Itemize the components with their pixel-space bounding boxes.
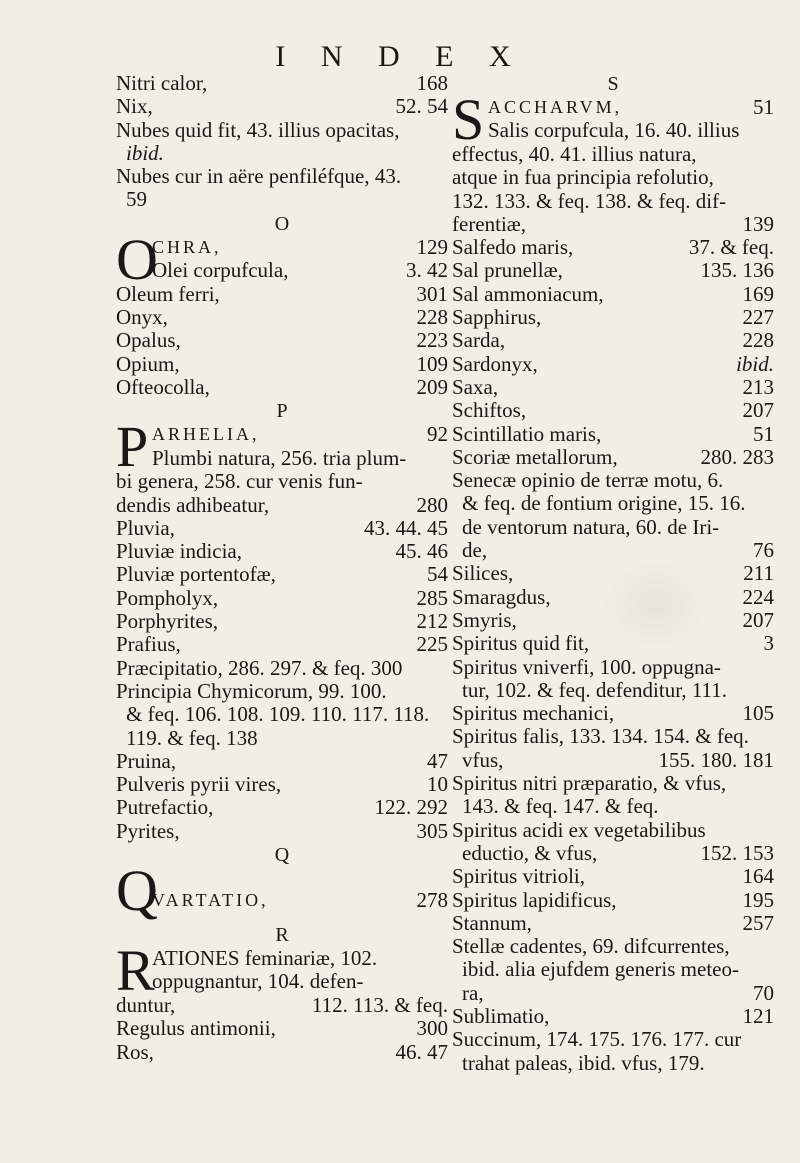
entry-term: CHRA, <box>152 236 222 257</box>
entry-ref <box>768 1052 774 1075</box>
entry-ref <box>442 165 448 188</box>
entry-term: Regulus antimonii, <box>116 1017 276 1041</box>
entry-ref <box>768 516 774 539</box>
index-entry <box>452 958 774 981</box>
index-entry <box>116 563 448 586</box>
index-entry <box>452 376 774 399</box>
dropcap-q: Q <box>116 858 158 924</box>
entry-term: Opalus, <box>116 329 181 353</box>
entry-term: Sal prunellæ, <box>452 259 563 283</box>
r-entries <box>116 1017 448 1064</box>
entry-ref: 129 <box>416 234 448 259</box>
index-entry <box>452 492 774 515</box>
entry-term: Onyx, <box>116 306 168 330</box>
entry-term: 143. & feq. 147. & feq. <box>462 795 659 819</box>
index-entry <box>452 795 774 818</box>
entry-ref: 223 <box>416 328 448 353</box>
entry-ref <box>768 492 774 515</box>
entry-term: ACCHARVM, <box>488 97 623 117</box>
entry-term: VARTATIO, <box>152 890 269 911</box>
entry-ref <box>442 680 448 703</box>
entry-ref: 301 <box>416 281 448 306</box>
entry-term: Pyrites, <box>116 819 180 843</box>
index-entry <box>116 376 448 399</box>
entry-term: Saxa, <box>452 375 499 399</box>
entry-line: oppugnantur, 104. defen- <box>152 970 364 994</box>
entry-ref <box>442 142 448 165</box>
q-first-entry <box>116 858 448 924</box>
entry-term: Sublimatio, <box>452 1004 550 1028</box>
entry-term: Ofteocolla, <box>116 375 210 399</box>
entry-ref <box>768 1028 774 1051</box>
index-entry <box>116 727 448 750</box>
entry-ref <box>768 819 774 842</box>
entry-term: Prafius, <box>116 633 181 657</box>
index-entry <box>452 283 774 306</box>
entry-term: Pluviæ portentofæ, <box>116 563 276 587</box>
entry-ref: 43. 44. 45 <box>364 515 448 540</box>
index-entry <box>452 329 774 352</box>
index-entry <box>452 679 774 702</box>
index-entry <box>116 657 448 680</box>
entry-term: Pluvia, <box>116 516 175 540</box>
entry-term: Silices, <box>452 562 514 586</box>
entry-term: Nix, <box>116 95 153 119</box>
index-entry <box>116 633 448 656</box>
entry-term: de, <box>462 539 488 563</box>
entry-ref: 195 <box>742 887 774 912</box>
entry-term: & feq. de fontium origine, 15. 16. <box>462 492 746 516</box>
entry-ref <box>768 656 774 679</box>
index-entry <box>452 772 774 795</box>
index-entry <box>116 796 448 819</box>
entry-ref: 52. 54 <box>395 94 448 119</box>
index-entry <box>116 119 448 142</box>
index-entry <box>116 142 448 165</box>
entry-ref <box>768 679 774 702</box>
index-entry <box>116 165 448 188</box>
entry-ref: 227 <box>742 305 774 330</box>
entry-ref: 207 <box>742 607 774 632</box>
entry-ref <box>768 469 774 492</box>
entry-term: Sarda, <box>452 329 506 353</box>
entry-term: Sapphirus, <box>452 306 542 330</box>
s-entries <box>452 236 774 1075</box>
index-entry <box>116 517 448 540</box>
o-first-entry <box>116 226 448 292</box>
entry-ref: 51 <box>753 421 774 446</box>
entry-term: de ventorum natura, 60. de Iri- <box>462 515 720 539</box>
dropcap-s: S <box>452 87 485 152</box>
entry-ref: 225 <box>416 632 448 657</box>
entry-ref: 300 <box>416 1016 448 1041</box>
index-entry <box>452 865 774 888</box>
index-entry <box>452 586 774 609</box>
entry-ref: 280 <box>416 492 448 517</box>
entry-term: Succinum, 174. 175. 176. 177. cur <box>452 1028 742 1052</box>
entry-ref <box>768 795 774 818</box>
entry-term: Sal ammoniacum, <box>452 282 604 306</box>
entry-term: duntur, <box>116 994 176 1018</box>
entry-term: Putrefactio, <box>116 796 214 820</box>
index-entry <box>452 1005 774 1028</box>
index-entry <box>452 516 774 539</box>
o-entries <box>116 283 448 399</box>
index-entry <box>116 587 448 610</box>
index-entry <box>452 889 774 912</box>
entry-ref: 70 <box>753 980 774 1005</box>
entry-ref: 212 <box>416 609 448 634</box>
entry-term: Salfedo maris, <box>452 236 574 260</box>
entry-ref: 3 <box>763 631 774 656</box>
entry-ref: 278 <box>416 888 448 913</box>
entry-ref: 121 <box>742 1003 774 1028</box>
entry-term: Porphyrites, <box>116 610 219 634</box>
index-entry <box>452 306 774 329</box>
entry-ref: 112. 113. & feq. <box>311 993 448 1018</box>
entry-term: & feq. 106. 108. 109. 110. 117. 118. <box>126 703 430 727</box>
entry-line: bi genera, 258. cur venis fun- <box>116 470 363 494</box>
entry-ref: 280. 283 <box>700 444 774 469</box>
entry-term: tur, 102. & feq. defenditur, 111. <box>462 678 728 702</box>
entry-term: Spiritus vniverfi, 100. oppugna- <box>452 655 721 679</box>
index-entry <box>116 283 448 306</box>
entry-ref: 37. & feq. <box>688 235 774 260</box>
entry-ref: 45. 46 <box>395 539 448 564</box>
entry-ref: 305 <box>416 818 448 843</box>
entry-ref: 3. 42 <box>406 258 448 283</box>
index-entry <box>452 1052 774 1075</box>
entry-ref: 10 <box>427 772 448 797</box>
entry-line: atque in fua principia refolutio, <box>452 166 714 190</box>
entry-term: Principia Chymicorum, 99. 100. <box>116 679 387 703</box>
entry-ref: 135. 136 <box>700 258 774 283</box>
entry-ref: 213 <box>742 374 774 399</box>
entry-term: Oleum ferri, <box>116 282 220 306</box>
entry-term: Spiritus lapidificus, <box>452 888 617 912</box>
index-entry <box>452 702 774 725</box>
index-entry <box>116 353 448 376</box>
entry-term: ra, <box>462 981 484 1005</box>
entry-ref: 155. 180. 181 <box>658 747 774 772</box>
index-entry <box>452 399 774 422</box>
dropcap-o: O <box>116 226 158 292</box>
entry-line: effectus, 40. 41. illius natura, <box>452 143 697 166</box>
index-entry <box>116 95 448 118</box>
entry-term: Smaragdus, <box>452 585 551 609</box>
entry-line: 132. 133. & feq. 138. & feq. dif- <box>452 189 727 213</box>
index-entry <box>452 236 774 259</box>
index-entry <box>452 562 774 585</box>
section-letter-s: S <box>607 73 619 95</box>
index-entry <box>452 632 774 655</box>
index-entry <box>452 609 774 632</box>
entry-term: Stannum, <box>452 911 532 935</box>
entry-term: Olei corpufcula, <box>152 259 289 283</box>
entry-ref: 168 <box>416 71 448 95</box>
entry-ref <box>768 958 774 981</box>
entry-term: 119. & feq. 138 <box>126 726 258 750</box>
index-entry <box>116 1041 448 1064</box>
entry-term: Opium, <box>116 352 180 376</box>
entry-ref: 228 <box>742 328 774 353</box>
entry-ref: 164 <box>742 864 774 889</box>
entry-term: trahat paleas, ibid. vfus, 179. <box>462 1051 705 1075</box>
entry-term: Stellæ cadentes, 69. difcurrentes, <box>452 935 730 959</box>
entry-ref <box>442 188 448 211</box>
index-entry <box>452 1028 774 1051</box>
entry-ref: 92 <box>427 422 448 447</box>
index-entry <box>452 446 774 469</box>
entry-term: vfus, <box>462 748 504 772</box>
entry-term: Nubes quid fit, 43. illius opacitas, <box>116 118 400 142</box>
entry-term: Pluviæ indicia, <box>116 540 242 564</box>
entry-ref: 169 <box>742 281 774 306</box>
entry-term: Smyris, <box>452 608 517 632</box>
index-entry <box>116 540 448 563</box>
entry-ref <box>442 657 448 680</box>
entry-ref: 139 <box>742 211 774 236</box>
entry-ref: 76 <box>753 538 774 563</box>
entry-term: Spiritus acidi ex vegetabilibus <box>452 818 706 842</box>
entry-term: ibid. <box>126 141 164 165</box>
entry-ref <box>442 703 448 726</box>
section-letter-o: O <box>274 212 290 235</box>
dropcap-r: R <box>116 938 155 1004</box>
entry-ref: 224 <box>742 584 774 609</box>
index-entry <box>452 842 774 865</box>
entry-ref <box>768 725 774 748</box>
index-entry <box>452 982 774 1005</box>
index-entry <box>452 656 774 679</box>
entry-ref: 105 <box>742 701 774 726</box>
entry-term: Pruina, <box>116 749 177 773</box>
r-first-entry <box>116 938 448 1018</box>
entry-term: Nitri calor, <box>116 72 208 95</box>
entry-term: Ros, <box>116 1040 154 1064</box>
entry-term: Scoriæ metallorum, <box>452 445 618 469</box>
entry-ref <box>442 119 448 142</box>
entry-ref: 257 <box>742 910 774 935</box>
p-first-entry <box>116 414 448 517</box>
entry-line: Salis corpufcula, 16. 40. illius <box>488 119 740 143</box>
entry-ref <box>768 772 774 795</box>
entry-term: eductio, & vfus, <box>462 841 598 865</box>
entry-term: Spiritus mechanici, <box>452 702 615 726</box>
index-entry <box>452 469 774 492</box>
entry-ref: 207 <box>742 398 774 423</box>
entry-line: ATIONES feminariæ, 102. <box>152 947 378 971</box>
index-entry <box>452 353 774 376</box>
index-entry <box>116 680 448 703</box>
index-entry <box>452 819 774 842</box>
index-entry <box>116 72 448 95</box>
entry-term: Senecæ opinio de terræ motu, 6. <box>452 469 724 493</box>
entry-ref: 47 <box>427 748 448 773</box>
index-entry <box>116 820 448 843</box>
p-entries <box>116 517 448 843</box>
entry-ref: 211 <box>743 561 774 586</box>
section-letter-p: P <box>276 400 288 423</box>
entry-ref: 46. 47 <box>395 1039 448 1064</box>
entry-term: Præcipitatio, 286. 297. & feq. 300 <box>116 656 403 680</box>
index-entry <box>116 610 448 633</box>
index-entry <box>452 539 774 562</box>
index-entry <box>452 935 774 958</box>
entry-ref: 54 <box>427 562 448 587</box>
entry-line: Plumbi natura, 256. tria plum- <box>152 446 407 470</box>
entry-ref <box>442 727 448 750</box>
entry-ref: 109 <box>416 351 448 376</box>
index-entry <box>452 749 774 772</box>
s-first-entry <box>452 87 774 236</box>
section-letter-q: Q <box>274 844 290 867</box>
index-entry <box>116 773 448 796</box>
entry-term: Pulveris pyrii vires, <box>116 773 282 797</box>
entry-term: ibid. alia ejufdem generis meteo- <box>462 958 739 982</box>
index-entry <box>116 188 448 211</box>
entry-term: Pompholyx, <box>116 586 219 610</box>
index-entry <box>116 1017 448 1040</box>
index-entry <box>116 306 448 329</box>
entry-term: Spiritus quid fit, <box>452 632 590 656</box>
entry-ref: 285 <box>416 585 448 610</box>
entry-ref <box>768 935 774 958</box>
entry-term: Spiritus vitrioli, <box>452 865 586 889</box>
entry-term: ferentiæ, <box>452 212 527 236</box>
section-letter-r: R <box>275 924 289 947</box>
right-column <box>452 72 774 1075</box>
index-entry <box>116 703 448 726</box>
entry-term: dendis adhibeatur, <box>116 493 270 517</box>
n-entries <box>116 72 448 212</box>
entry-term: 59 <box>126 188 147 212</box>
entry-ref: 152. 153 <box>700 840 774 865</box>
entry-term: Spiritus falis, 133. 134. 154. & feq. <box>452 725 749 749</box>
index-entry <box>452 259 774 282</box>
entry-term: Spiritus nitri præparatio, & vfus, <box>452 772 727 796</box>
entry-term: Sardonyx, <box>452 352 538 376</box>
index-entry <box>452 725 774 748</box>
entry-ref: 209 <box>416 374 448 399</box>
entry-ref: 228 <box>416 305 448 330</box>
entry-ref: 51 <box>753 95 774 119</box>
index-entry <box>116 329 448 352</box>
index-entry <box>452 912 774 935</box>
entry-term: ARHELIA, <box>152 424 260 445</box>
dropcap-p: P <box>116 414 149 480</box>
entry-term: Nubes cur in aëre penfiléfque, 43. <box>116 165 402 189</box>
entry-ref: ibid. <box>736 351 774 376</box>
index-entry <box>452 423 774 446</box>
page-header: I N D E X <box>275 40 525 73</box>
left-column <box>116 72 448 1064</box>
entry-term: Scintillatio maris, <box>452 422 602 446</box>
entry-term: Schiftos, <box>452 399 527 423</box>
entry-ref: 122. 292 <box>374 795 448 820</box>
index-entry <box>116 750 448 773</box>
